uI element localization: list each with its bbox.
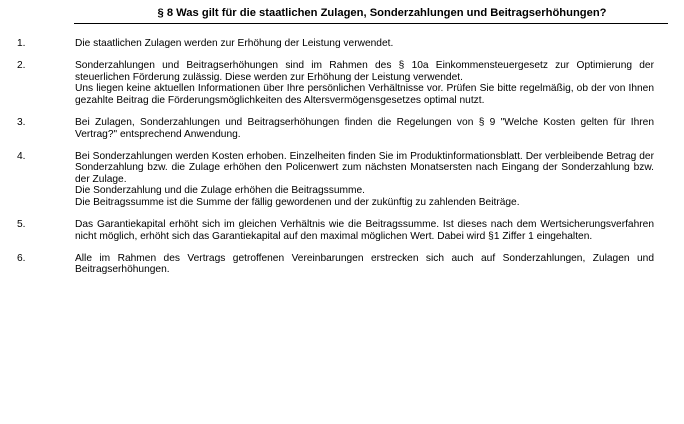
item-paragraph: Alle im Rahmen des Vertrags getroffenen Vereinbarungen erstrecken sich auch auf Sonderzahlungen, Zulagen und Beitragserhöhungen. — [75, 252, 654, 276]
numbered-list — [16, 38, 668, 276]
item-text — [75, 60, 668, 106]
item-paragraph: Die Sonderzahlung und die Zulage erhöhen die Beitragssumme. — [75, 185, 365, 197]
item-text — [75, 219, 668, 242]
list-item — [16, 38, 668, 50]
item-number: 3. — [17, 116, 26, 128]
item-paragraph: Bei Zulagen, Sonderzahlungen und Beitragserhöhungen finden die Regelungen von § 9 "Welche Kosten gelten für Ihren Vertrag?" entsprechend Anwendung. — [75, 116, 654, 140]
item-number: 5. — [17, 219, 26, 231]
item-paragraph: Das Garantiekapital erhöht sich im gleichen Verhältnis wie die Beitragssumme. Ist dieses nach dem Wertsicherungsverfahren nicht möglich, erhöht sich das Garantiekapital auf den maximal möglichen Wert. Dabei wird §1 Ziffer 1 eingehalten. — [75, 219, 654, 242]
item-paragraph: Uns liegen keine aktuellen Informationen über Ihre persönlichen Verhältnisse vor. Prüfen Sie bitte regelmäßig, ob der von Ihnen gezahlte Beitrag die Förderungsmöglichkeiten des Altersvermögensgesetzes optimal nutzt. — [75, 83, 654, 106]
list-item — [16, 117, 668, 140]
item-number: 1. — [17, 38, 26, 49]
list-item — [16, 60, 668, 106]
item-paragraph: Bei Sonderzahlungen werden Kosten erhoben. Einzelheiten finden Sie im Produktinformationsblatt. Der verbleibende Betrag der Sonderzahlung bzw. die Zulage erhöhen den Policenwert zum nächsten Monatsersten nach Eingang der Sonderzahlung bzw. der Zulage. — [75, 150, 654, 185]
section-heading: § 8 Was gilt für die staatlichen Zulagen, Sonderzahlungen und Beitragserhöhungen? — [74, 6, 668, 24]
item-paragraph: Die staatlichen Zulagen werden zur Erhöhung der Leistung verwendet. — [75, 38, 394, 49]
item-number: 2. — [17, 60, 26, 72]
item-number: 6. — [17, 252, 26, 264]
item-paragraph: Sonderzahlungen und Beitragserhöhungen sind im Rahmen des § 10a Einkommensteuergesetz zur Optimierung der steuerlichen Förderung zulässig. Diese werden zur Erhöhung der Leistung verwendet. — [75, 60, 654, 83]
item-text — [75, 117, 668, 140]
list-item — [16, 151, 668, 209]
item-text — [75, 253, 668, 276]
item-text — [75, 151, 668, 209]
list-item — [16, 253, 668, 276]
item-text — [75, 38, 668, 50]
item-paragraph: Die Beitragssumme ist die Summe der fällig gewordenen und der zukünftig zu zahlenden Beiträge. — [75, 197, 520, 209]
item-number: 4. — [17, 150, 26, 162]
list-item — [16, 219, 668, 242]
